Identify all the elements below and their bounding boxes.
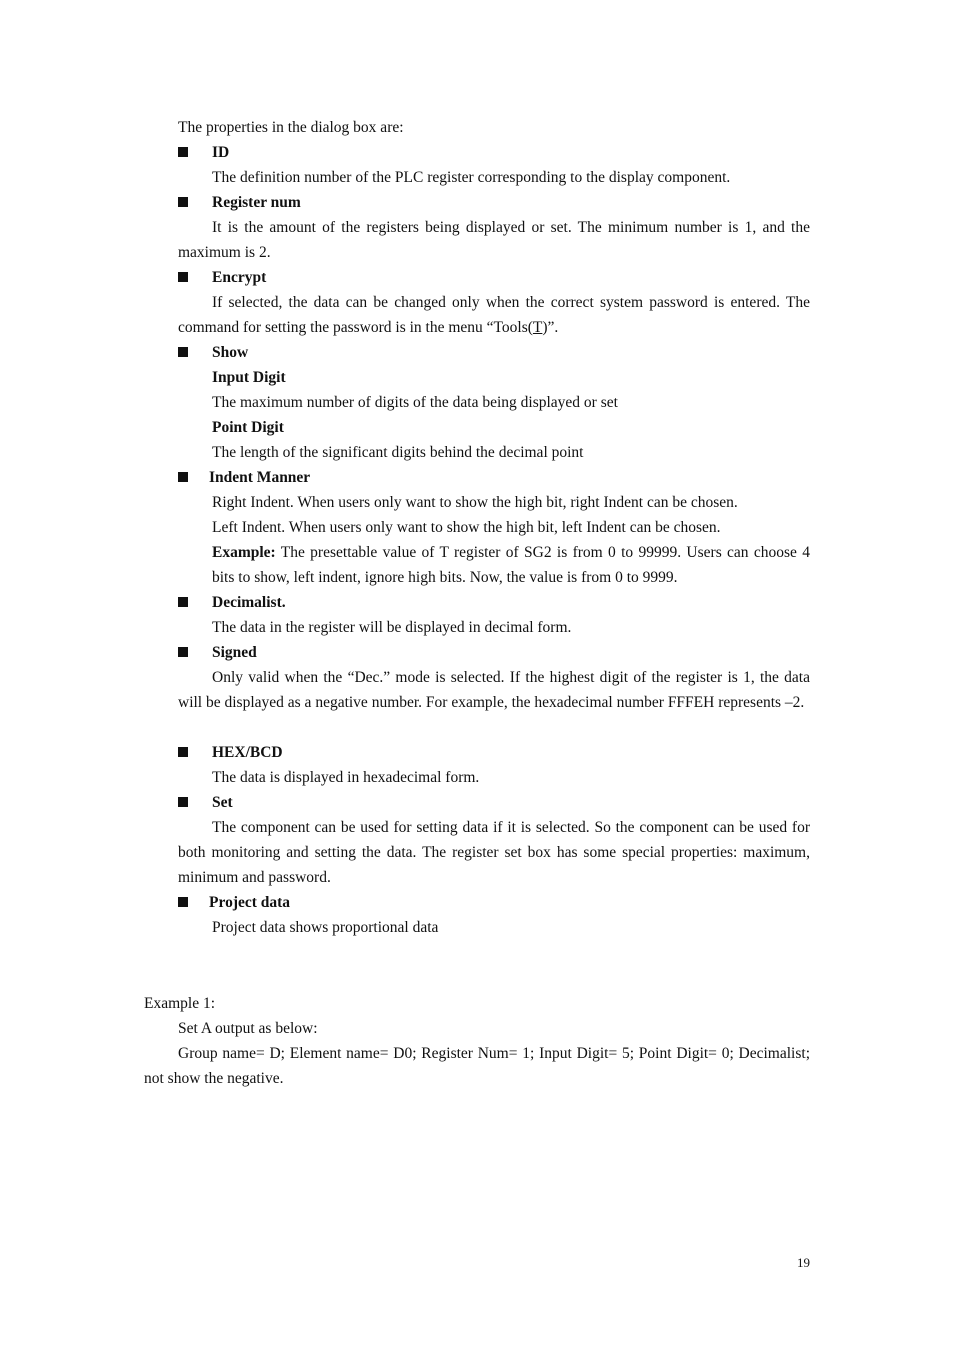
point-digit-label: Point Digit: [212, 419, 284, 436]
bullet-signed: [178, 640, 810, 665]
page-number: 19: [797, 1255, 810, 1270]
encrypt-description: [178, 290, 810, 340]
square-bullet-icon: [178, 147, 188, 157]
hex-bcd-description: The data is displayed in hexadecimal form.: [212, 769, 480, 786]
project-data-label: Project data: [209, 894, 291, 911]
register-num-label: Register num: [212, 194, 301, 211]
square-bullet-icon: [178, 347, 188, 357]
bullet-register-num: [178, 190, 810, 215]
bullet-id: [178, 140, 810, 165]
indent-manner-label: Indent Manner: [209, 469, 311, 486]
encrypt-text-underline: T: [532, 319, 543, 336]
show-label: Show: [212, 344, 249, 361]
bullet-indent-manner: [178, 465, 810, 490]
square-bullet-icon: [178, 897, 188, 907]
id-label: ID: [212, 144, 230, 161]
square-bullet-icon: [178, 747, 188, 757]
project-data-description: Project data shows proportional data: [212, 919, 439, 936]
example-line-1: Set A output as below:: [178, 1020, 318, 1037]
encrypt-text-after: )”.: [542, 319, 559, 336]
decimalist-description: The data in the register will be displayed in decimal form.: [212, 619, 572, 636]
signed-label: Signed: [212, 644, 257, 661]
square-bullet-icon: [178, 197, 188, 207]
square-bullet-icon: [178, 472, 188, 482]
bullet-project-data: [178, 890, 810, 915]
bullet-set: [178, 790, 810, 815]
square-bullet-icon: [178, 272, 188, 282]
bullet-hex-bcd: [178, 740, 810, 765]
bullet-show: [178, 340, 810, 365]
example-title: Example 1:: [144, 995, 216, 1012]
example-label: Example:: [212, 544, 276, 561]
square-bullet-icon: [178, 797, 188, 807]
signed-description: Only valid when the “Dec.” mode is selected. If the highest digit of the register is 1, the data will be displayed as a negative number. For example, the hexadecimal number FFFEH represents –2.: [178, 669, 810, 711]
properties-list: [178, 115, 810, 940]
encrypt-label: Encrypt: [212, 269, 267, 286]
id-description: The definition number of the PLC register corresponding to the display component.: [212, 169, 731, 186]
point-digit-description: The length of the significant digits behind the decimal point: [212, 444, 584, 461]
input-digit-label: Input Digit: [212, 369, 286, 386]
input-digit-description: The maximum number of digits of the data being displayed or set: [212, 394, 618, 411]
decimalist-label: Decimalist.: [212, 594, 286, 611]
example-section: [144, 991, 810, 1091]
example-line-2: Group name= D; Element name= D0; Register Num= 1; Input Digit= 5; Point Digit= 0; Decimalist; not show the negative.: [144, 1045, 810, 1087]
encrypt-text-before: If selected, the data can be changed only when the correct system password is entered. The command for setting the password is in the menu “Tools(: [178, 294, 810, 336]
square-bullet-icon: [178, 647, 188, 657]
left-indent-description: Left Indent. When users only want to show the high bit, left Indent can be chosen.: [212, 519, 721, 536]
set-label: Set: [212, 794, 233, 811]
register-num-description: It is the amount of the registers being displayed or set. The minimum number is 1, and the maximum is 2.: [178, 219, 810, 261]
indent-example: [178, 540, 810, 590]
right-indent-description: Right Indent. When users only want to show the high bit, right Indent can be chosen.: [212, 494, 738, 511]
hex-bcd-label: HEX/BCD: [212, 744, 283, 761]
bullet-decimalist: [178, 590, 810, 615]
intro-text: The properties in the dialog box are:: [178, 119, 404, 136]
bullet-encrypt: [178, 265, 810, 290]
set-description: The component can be used for setting data if it is selected. So the component can be used for both monitoring and setting the data. The register set box has some special properties: maximum, minimum and password.: [178, 819, 810, 886]
example-text: The presettable value of T register of SG2 is from 0 to 99999. Users can choose 4 bits to show, left indent, ignore high bits. Now, the value is from 0 to 9999.: [212, 544, 810, 586]
square-bullet-icon: [178, 597, 188, 607]
